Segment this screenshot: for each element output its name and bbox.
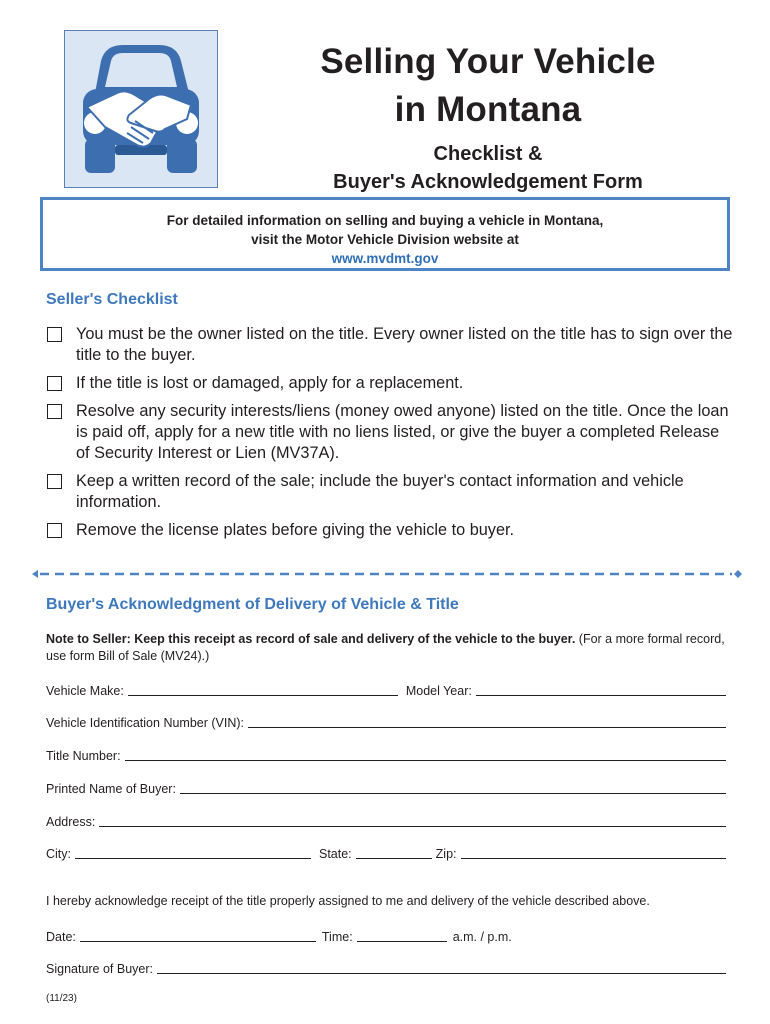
city-state-zip-row — [46, 843, 726, 861]
checklist-item-text: If the title is lost or damaged, apply for a replacement. — [76, 374, 464, 392]
checkbox[interactable] — [47, 474, 62, 489]
note-to-seller — [46, 631, 726, 665]
vin-row — [46, 712, 726, 730]
printed-name-label: Printed Name of Buyer: — [46, 782, 176, 796]
checklist-item-text: Remove the license plates before giving the vehicle to buyer. — [76, 521, 515, 539]
address-row — [46, 811, 726, 829]
time-field[interactable] — [357, 929, 447, 942]
title-number-field[interactable] — [125, 748, 726, 761]
checklist-item — [46, 373, 736, 394]
checkbox[interactable] — [47, 376, 62, 391]
printed-name-row — [46, 778, 726, 796]
page-title-block — [258, 38, 718, 196]
checklist-item — [46, 520, 736, 541]
date-field[interactable] — [80, 929, 316, 942]
vin-label: Vehicle Identification Number (VIN): — [46, 716, 245, 730]
page-title-line1: Selling Your Vehicle — [320, 42, 656, 81]
buyers-acknowledgment-heading: Buyer's Acknowledgment of Delivery of Vehicle & Title — [46, 596, 459, 613]
zip-label: Zip: — [435, 847, 457, 861]
state-label: State: — [319, 847, 352, 861]
city-field[interactable] — [75, 846, 311, 859]
checklist-item-text: You must be the owner listed on the title. Every owner listed on the title has to sign over the title to the buyer. — [76, 325, 733, 364]
page-subtitle-line2: Buyer's Acknowledgement Form — [333, 171, 643, 193]
vin-field[interactable] — [248, 715, 726, 728]
car-handshake-icon — [64, 30, 218, 188]
checkbox[interactable] — [47, 404, 62, 419]
date-label: Date: — [46, 930, 76, 944]
zip-field[interactable] — [461, 846, 726, 859]
address-label: Address: — [46, 815, 96, 829]
acknowledgement-text: I hereby acknowledge receipt of the title properly assigned to me and delivery of the vehicle described above. — [46, 894, 650, 908]
note-bold-text: Note to Seller: Keep this receipt as record of sale and delivery of the vehicle to the buyer. — [46, 632, 576, 646]
address-field[interactable] — [99, 814, 726, 827]
website-link[interactable]: www.mvdmt.gov — [331, 251, 439, 266]
page-title-line2: in Montana — [394, 90, 582, 129]
note-rest-text: (For a more formal record, use form Bill of Sale (MV24).) — [46, 632, 725, 663]
checklist-item — [46, 471, 736, 513]
vehicle-make-label: Vehicle Make: — [46, 684, 124, 698]
checklist-item — [46, 401, 736, 464]
title-number-row — [46, 745, 726, 763]
am-pm-label: a.m. / p.m. — [452, 930, 512, 944]
model-year-field[interactable] — [476, 683, 726, 696]
vehicle-make-row — [46, 680, 726, 698]
date-time-row — [46, 926, 726, 944]
state-field[interactable] — [356, 846, 432, 859]
sellers-checklist-heading: Seller's Checklist — [46, 291, 178, 308]
time-label: Time: — [321, 930, 353, 944]
signature-label: Signature of Buyer: — [46, 962, 154, 976]
info-line2: visit the Motor Vehicle Division website at — [251, 232, 519, 247]
checklist-item — [46, 324, 736, 366]
cut-line-divider — [30, 568, 742, 580]
signature-field[interactable] — [157, 961, 726, 974]
model-year-label: Model Year: — [405, 684, 472, 698]
info-box — [40, 197, 730, 271]
checklist-item-text: Keep a written record of the sale; include the buyer's contact information and vehicle information. — [76, 472, 684, 511]
title-number-label: Title Number: — [46, 749, 121, 763]
page-subtitle-line1: Checklist & — [433, 143, 543, 165]
revision-date: (11/23) — [46, 993, 77, 1004]
sellers-checklist — [46, 324, 736, 548]
checklist-item-text: Resolve any security interests/liens (money owed anyone) listed on the title. Once the loan is paid off, apply for a new title with no liens listed, or give the buyer a completed Release of Security Interest or Lien (MV37A). — [76, 402, 729, 462]
checkbox[interactable] — [47, 327, 62, 342]
printed-name-field[interactable] — [180, 781, 726, 794]
checkbox[interactable] — [47, 523, 62, 538]
signature-row — [46, 958, 726, 976]
city-label: City: — [46, 847, 71, 861]
info-line1: For detailed information on selling and buying a vehicle in Montana, — [166, 213, 604, 228]
vehicle-make-field[interactable] — [128, 683, 398, 696]
